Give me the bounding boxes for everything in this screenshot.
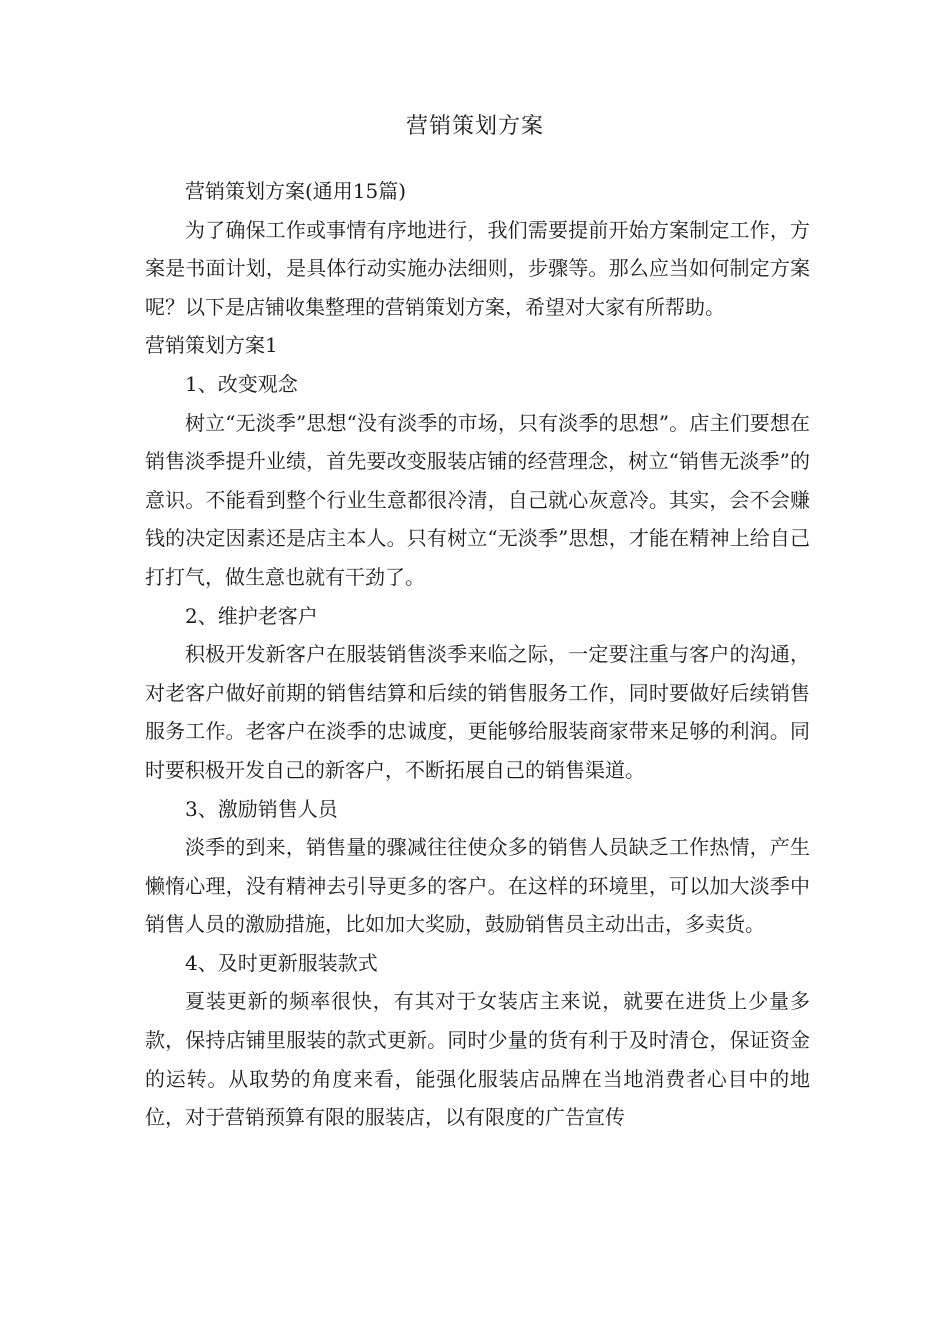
paragraph: 2、维护老客户 [185,603,318,628]
paragraph: 1、改变观念 [185,371,298,396]
document-body [145,172,810,1137]
paragraph: 树立“无淡季”思想“没有淡季的市场，只有淡季的思想”。店主们要想在销售淡季提升业绩，首先要改变服装店铺的经营理念，树立“销售无淡季”的意识。不能看到整个行业生意都很冷清，自己就心灰意冷。其实，会不会赚钱的决定因素还是店主本人。只有树立“无淡季”思想，才能在精神上给自己打打气，做生意也就有干劲了。 [145,410,810,589]
paragraph: 淡季的到来，销售量的骤减往往使众多的销售人员缺乏工作热情，产生懒惰心理，没有精神去引导更多的客户。在这样的环境里，可以加大淡季中销售人员的激励措施，比如加大奖励，鼓励销售员主动出击，多卖货。 [145,835,810,937]
paragraph: 营销策划方案(通用15篇) [185,179,407,203]
paragraph: 积极开发新客户在服装销售淡季来临之际，一定要注重与客户的沟通，对老客户做好前期的销售结算和后续的销售服务工作，同时要做好后续销售服务工作。老客户在淡季的忠诚度，更能够给服装商家带来足够的利润。同时要积极开发自己的新客户，不断拓展自己的销售渠道。 [145,642,810,782]
page-title: 营销策划方案 [405,114,544,139]
paragraph: 营销策划方案1 [145,333,278,358]
paragraph: 4、及时更新服装款式 [185,950,378,975]
paragraph: 夏装更新的频率很快，有其对于女装店主来说，就要在进货上少量多款，保持店铺里服装的款式更新。同时少量的货有利于及时清仓，保证资金的运转。从取势的角度来看，能强化服装店品牌在当地消费者心目中的地位，对于营销预算有限的服装店，以有限度的广告宣传 [145,989,810,1130]
paragraph: 为了确保工作或事情有序地进行，我们需要提前开始方案制定工作，方案是书面计划，是具体行动实施办法细则，步骤等。那么应当如何制定方案呢？以下是店铺收集整理的营销策划方案，希望对大家有所帮助。 [145,217,810,319]
paragraph: 3、激励销售人员 [185,796,338,821]
